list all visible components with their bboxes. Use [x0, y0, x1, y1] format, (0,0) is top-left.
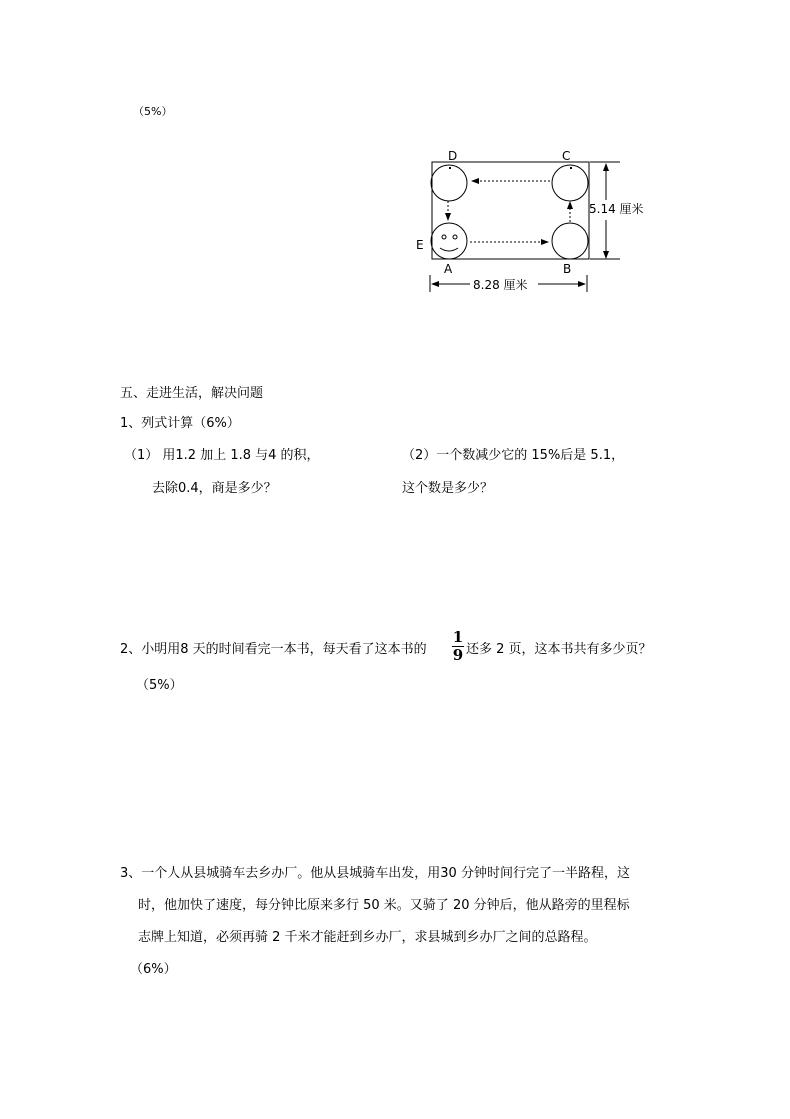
q1-part2-line1: （2）一个数减少它的 15%后是 5.1， — [402, 448, 625, 463]
q2-text-after: 还多 2 页，这本书共有多少页？ — [466, 642, 652, 657]
q1-part1-line2: 去除0.4，商是多少？ — [152, 481, 277, 496]
q1-title: 1、列式计算（6%） — [120, 416, 240, 431]
circle-c — [552, 165, 588, 201]
height-label: 5.14 厘米 — [589, 202, 644, 216]
fraction-numerator: 1 — [452, 628, 464, 646]
circle-d — [431, 165, 467, 201]
q1-part1-line1: （1） 用1.2 加上 1.8 与4 的积， — [124, 448, 320, 463]
label-d: D — [448, 149, 458, 163]
q1-part2-line2: 这个数是多少？ — [402, 481, 494, 496]
circle-a-smiley — [431, 223, 467, 259]
label-a: A — [444, 262, 453, 276]
label-c: C — [562, 149, 571, 163]
q3-score: （6%） — [130, 962, 177, 977]
fraction-denominator: 9 — [452, 646, 464, 664]
circle-b — [552, 223, 588, 259]
width-label: 8.28 厘米 — [473, 278, 528, 292]
q3-line2: 时，他加快了速度，每分钟比原来多行 50 米。又骑了 20 分钟后，他从路旁的里程标 — [138, 898, 630, 913]
rectangle — [432, 162, 589, 259]
fraction-one-ninth — [452, 630, 464, 663]
label-e: E — [416, 238, 424, 252]
section-title: 五、走进生活，解决问题 — [120, 386, 264, 401]
q3-line1: 3、一个人从县城骑车去乡办厂。他从县城骑车出发，用30 分钟时间行完了一半路程，这 — [120, 866, 630, 881]
q2-text-before: 2、小明用8 天的时间看完一本书，每天看了这本书的 — [120, 642, 427, 657]
circles-diagram — [410, 140, 660, 300]
q2-score: （5%） — [136, 678, 183, 693]
q3-line3: 志牌上知道，必须再骑 2 千米才能赶到乡办厂，求县城到乡办厂之间的总路程。 — [138, 930, 597, 945]
label-b: B — [563, 262, 572, 276]
score-label: （5%） — [133, 105, 173, 118]
